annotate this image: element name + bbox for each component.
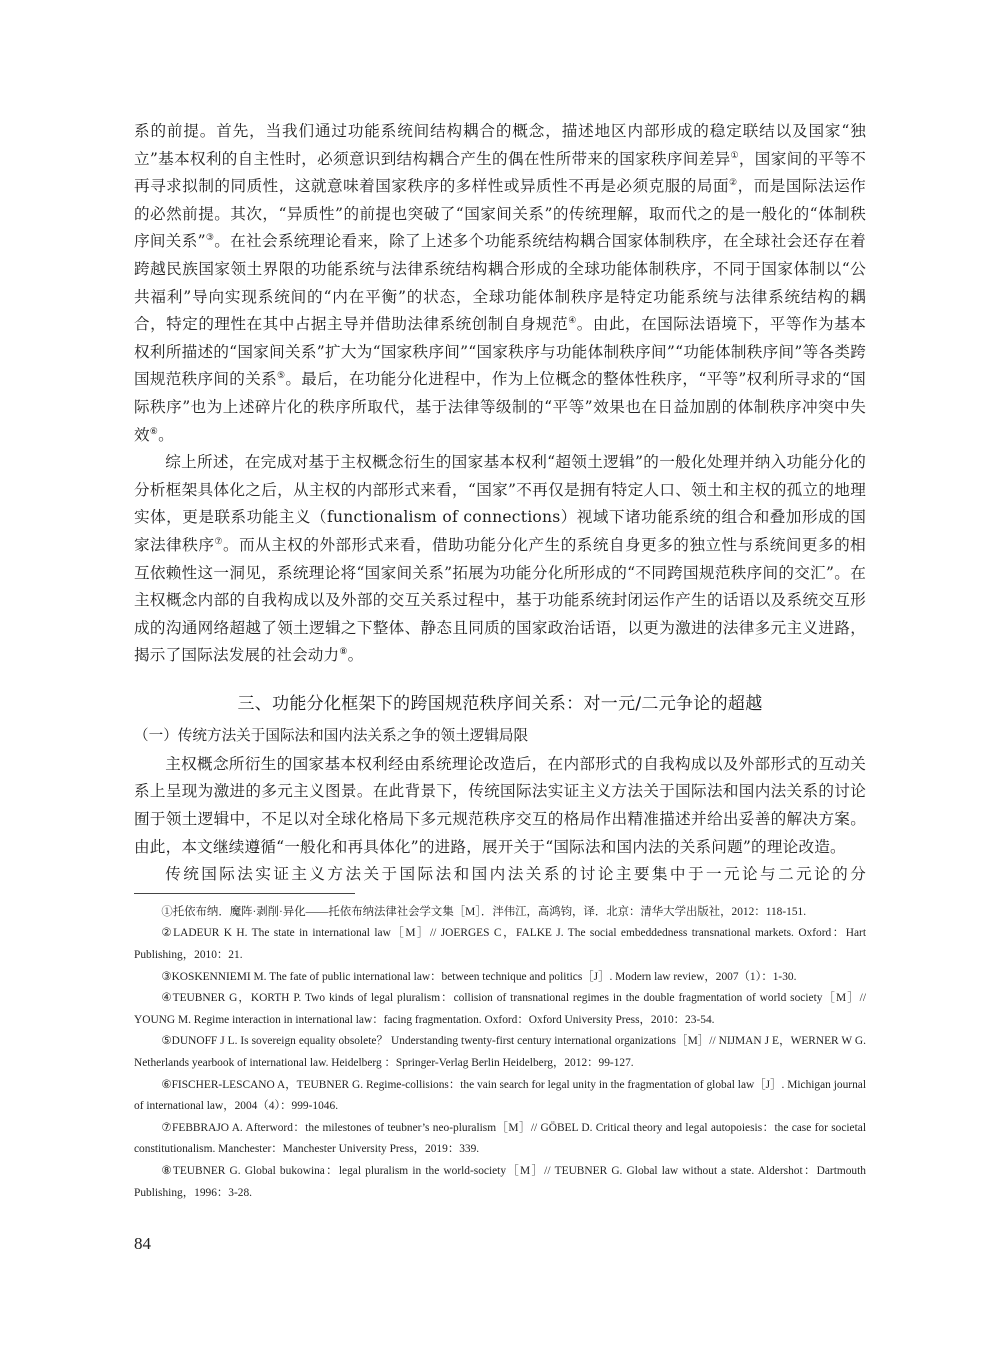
text-run: ，国家间的平等不再寻求拟制的同质性，这就意味着国家秩序的多样性或异质性不再是必须克服的局面 xyxy=(134,149,866,196)
footnote-marker[interactable]: ⑧ xyxy=(339,647,348,658)
subsection-heading: （一）传统方法关于国际法和国内法关系之争的领土逻辑局限 xyxy=(134,726,529,744)
page-content xyxy=(134,118,866,1204)
footnote-3: ③KOSKENNIEMI M. The fate of public international law：between technique and politics［J］. Modern law review，2007（1）：1-30. xyxy=(161,970,797,983)
paragraph-summary xyxy=(134,449,866,670)
footnote-8: ⑧TEUBNER G. Global bukowina：legal pluralism in the world-society［M］// TEUBNER G. Global law without a state. Aldershot：Dartmouth Publishing，1996：3-28. xyxy=(134,1164,866,1199)
footnote-marker[interactable]: ⑦ xyxy=(214,536,223,547)
footnote-1: ①托依布纳．魔阵·剥削·异化——托依布纳法律社会学文集［M］．泮伟江，高鸿钧，译．北京：清华大学出版社，2012：118-151. xyxy=(161,905,807,918)
paragraph-continuation xyxy=(134,118,866,449)
footnote-separator xyxy=(134,893,355,894)
footnotes xyxy=(134,902,866,1204)
footnote-6: ⑥FISCHER-LESCANO A，TEUBNER G. Regime-collisions：the vain search for legal unity in the fragmentation of global law［J］. Michigan journal of international law，2004（4）：999-1046. xyxy=(134,1078,866,1113)
body-text-bottom xyxy=(134,751,866,889)
text-run: 系的前提。首先，当我们通过功能系统间结构耦合的概念，描述地区内部形成的稳定联结以及国家“独立”基本权利的自主性时，必须意识到结构耦合产生的偶在性所带来的国家秩序间差异 xyxy=(134,122,866,168)
text-run: 。 xyxy=(158,425,174,444)
footnote-4: ④TEUBNER G，KORTH P. Two kinds of legal pluralism：collision of transnational regimes in the double fragmentation of world society［M］// YOUNG M. Regime interaction in international law：facing fragmentation. Oxford：Oxford University Press，2010：23-54. xyxy=(134,992,866,1026)
text-run: 。 xyxy=(347,646,364,665)
page-number: 84 xyxy=(134,1234,151,1253)
body-text-top xyxy=(134,118,866,670)
paragraph-section-intro: 主权概念所衍生的国家基本权利经由系统理论改造后，在内部形式的自我构成以及外部形式的互动关系上呈现为激进的多元主义图景。在此背景下，传统国际法实证主义方法关于国际法和国内法关系的讨论囿于领土逻辑中，不足以对全球化格局下多元规范秩序交互的格局作出精准描述并给出妥善的解决方案。由此，本文继续遵循“一般化和再具体化”的进路，展开关于“国际法和国内法的关系问题”的理论改造。 xyxy=(134,754,866,856)
text-run: 。由此，在国际法语境下，平等作为基本权利所描述的“国家间关系”扩大为“国家秩序间”“国家秩序与功能体制秩序间”“功能体制秩序间”等各类跨国规范秩序间的关系 xyxy=(134,315,866,389)
footnote-marker[interactable]: ② xyxy=(729,178,738,189)
text-run: 。在社会系统理论看来，除了上述多个功能系统结构耦合国家体制秩序，在全球社会还存在着跨越民族国家领土界限的功能系统与法律系统结构耦合形成的全球功能体制秩序，不同于国家体制以“公共福利”导向实现系统间的“内在平衡”的状态，全球功能体制秩序是特定功能系统与法律系统结构的耦合，特定的理性在其中占据主导并借助法律系统创制自身规范 xyxy=(134,232,866,334)
section-heading: 三、功能分化框架下的跨国规范秩序间关系：对一元/二元争论的超越 xyxy=(237,693,763,714)
footnote-marker[interactable]: ① xyxy=(730,150,739,161)
text-run: ，而是国际法运作的必然前提。其次，“异质性”的前提也突破了“国家间关系”的传统理解，取而代之的是一般化的“体制秩序间关系” xyxy=(134,177,866,251)
paragraph-continues-next-page: 传统国际法实证主义方法关于国际法和国内法关系的讨论主要集中于一元论与二元论的分 xyxy=(165,865,866,884)
footnote-marker[interactable]: ⑤ xyxy=(276,371,286,382)
footnote-7: ⑦FEBBRAJO A. Afterword：the milestones of teubner’s neo-pluralism［M］// GÖBEL D. Critical theory and legal autopoiesis：the case for societal constitutionalism. Manchester：Manchester University Press，2019：339. xyxy=(134,1121,866,1156)
footnote-2: ②LADEUR K H. The state in international law［M］// JOERGES C，FALKE J. The social embeddedness transnational markets. Oxford：Hart Publishing，2010：21. xyxy=(134,927,866,962)
footnote-marker[interactable]: ④ xyxy=(568,316,577,327)
footnote-marker[interactable]: ③ xyxy=(205,233,215,244)
text-run: 综上所述，在完成对基于主权概念衍生的国家基本权利“超领土逻辑”的一般化处理并纳入功能分化的分析框架具体化之后，从主权的内部形式来看，“国家”不再仅是拥有特定人口、领土和主权的孤立的地理实体，更是联系功能主义（functionalism of connections）视域下诸功能系统的组合和叠加形成的国家法律秩序 xyxy=(134,453,866,554)
text-run: 。最后，在功能分化进程中，作为上位概念的整体性秩序，“平等”权利所寻求的“国际秩序”也为上述碎片化的秩序所取代，基于法律等级制的“平等”效果也在日益加剧的体制秩序冲突中失效 xyxy=(134,370,866,444)
footnote-5: ⑤DUNOFF J L. Is sovereign equality obsolete？ Understanding twenty-first century international organizations［M］// NIJMAN J E，WERNER W G. Netherlands yearbook of international law. Heidelberg ：Springer-Verlag Berlin Heidelberg，2012：99-127. xyxy=(134,1035,866,1069)
footnote-marker[interactable]: ⑥ xyxy=(149,426,159,437)
text-run: 。而从主权的外部形式来看，借助功能分化产生的系统自身更多的独立性与系统间更多的相互依赖性这一洞见，系统理论将“国家间关系”拓展为功能分化所形成的“不同跨国规范秩序间的交汇”。在主权概念内部的自我构成以及外部的交互关系过程中，基于功能系统封闭运作产生的话语以及系统交互形成的沟通网络超越了领土逻辑之下整体、静态且同质的国家政治话语，以更为激进的法律多元主义进路，揭示了国际法发展的社会动力 xyxy=(134,535,866,665)
